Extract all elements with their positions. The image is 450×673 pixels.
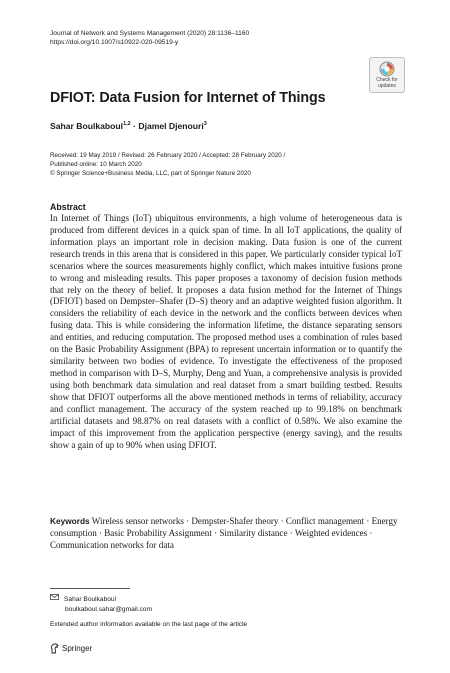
author-name[interactable]: Sahar Boulkaboul: [50, 121, 124, 131]
abstract-heading: Abstract: [50, 202, 86, 212]
author-affiliation: 3: [203, 121, 207, 128]
history-published: Published online: 10 March 2020: [50, 160, 142, 168]
correspondence-email[interactable]: boulkaboul.sahar@gmail.com: [65, 605, 152, 613]
badge-line2: updates: [378, 83, 396, 90]
badge-line1: Check for: [376, 77, 398, 83]
footnote-divider: [50, 588, 130, 589]
keywords-list: Wireless sensor networks · Dempster-Shafer theory · Conflict management · Energy consumption · Basic Probability Assignment · Similarity distance · Weighted evidences · Communication networks for data: [50, 516, 398, 550]
paper-title: DFIOT: Data Fusion for Internet of Things: [50, 90, 326, 106]
extended-author-info: Extended author information available on the last page of the article: [50, 621, 248, 628]
author-affiliation: 1,2: [123, 121, 131, 128]
journal-doi[interactable]: https://doi.org/10.1007/s10922-020-09519-y: [50, 39, 179, 46]
copyright-line: © Springer Science+Business Media, LLC, part of Springer Nature 2020: [50, 169, 251, 177]
check-for-updates-icon: [379, 61, 395, 77]
publisher-name: Springer: [62, 644, 93, 653]
author-separator: ·: [130, 121, 139, 131]
correspondence-name: Sahar Boulkaboul: [64, 595, 117, 603]
author-list: [50, 121, 207, 131]
publisher-logo[interactable]: [50, 643, 92, 654]
check-for-updates-badge[interactable]: [369, 57, 405, 93]
publication-history: [50, 152, 285, 179]
keywords-label: Keywords: [50, 516, 90, 526]
journal-header: [50, 29, 249, 47]
springer-horse-icon: [50, 643, 59, 654]
envelope-icon: [50, 594, 59, 604]
author-name[interactable]: Djamel Djenouri: [138, 121, 204, 131]
history-dates: Received: 19 May 2019 / Revised: 26 February 2020 / Accepted: 28 February 2020 /: [50, 152, 286, 159]
keywords-section: [50, 516, 402, 551]
abstract-body: In Internet of Things (IoT) ubiquitous environments, a high volume of heterogeneous data is produced from different devices in a quick span of time. In all IoT applications, the quality of information plays an important role in decision making. Data fusion is one of the current research trends in this arena that is considered in this paper. We particularly consider typical IoT scenarios where the sources measurements highly conflict, which makes intuitive fusions prone to wrong and misleading results. This paper proposes a taxonomy of decision fusion methods that rely on the theory of belief. It proposes a data fusion method for the Internet of Things (DFIOT) based on Dempster–Shafer (D–S) theory and an adaptive weighted fusion algorithm. It considers the reliability of each device in the network and the conflicts between devices when fusing data. This is while considering the information lifetime, the distance separating sensors and entities, and reducing computation. The proposed method uses a combination of rules based on the Basic Probability Assignment (BPA) to represent uncertain information or to quantify the similarity between two bodies of evidence. To investigate the effectiveness of the proposed method in comparison with D–S, Murphy, Deng and Yuan, a comprehensive analysis is provided using both benchmark data simulation and real dataset from a smart building testbed. Results show that DFIOT outperforms all the above mentioned methods in terms of reliability, accuracy and conflict management. The accuracy of the system reached up to 99.18% on benchmark artificial datasets and 98.87% on real datasets with a conflict of 0.58%. We also examine the impact of this improvement from the application perspective (energy saving), and the results show a gain of up to 90% when using DFIOT.: [50, 213, 402, 450]
correspondence-block: [50, 594, 152, 615]
journal-citation: Journal of Network and Systems Management (2020) 28:1136–1160: [50, 30, 250, 37]
